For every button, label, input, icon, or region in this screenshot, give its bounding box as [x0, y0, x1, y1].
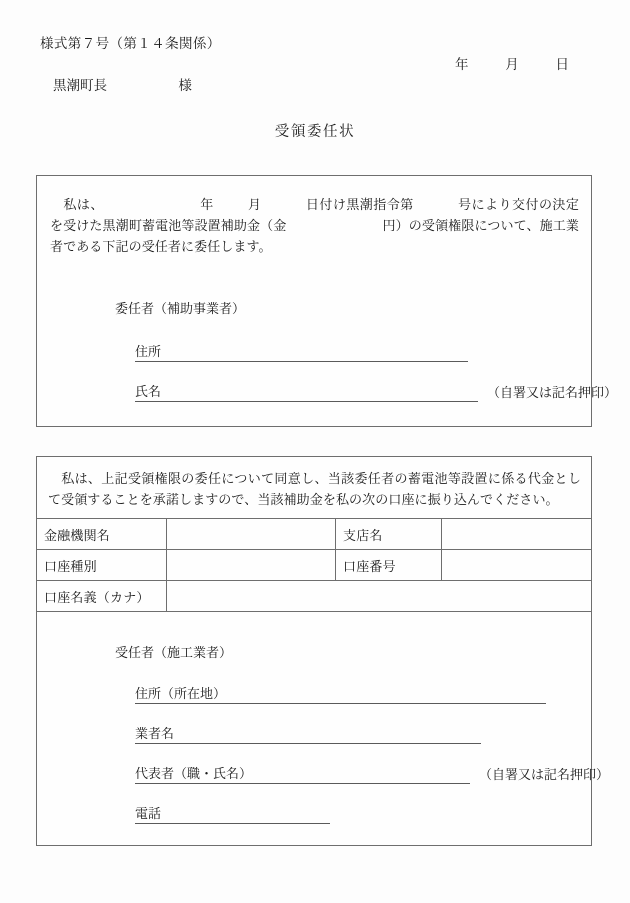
bank-account-table	[36, 518, 592, 612]
account-type-label: 口座種別	[37, 550, 167, 581]
date-month: 月	[505, 57, 519, 72]
trustee-representative-label: 代表者（職・氏名）	[135, 763, 252, 784]
trustee-company-field[interactable]	[135, 723, 481, 744]
bank-institution-value[interactable]	[167, 519, 336, 550]
delegation-signature-heading: 委任者（補助事業者）	[115, 301, 246, 316]
page-title: 受領委任状	[274, 124, 356, 140]
bank-institution-label: 金融機関名	[37, 519, 167, 550]
delegation-body-text	[50, 194, 579, 257]
account-type-value[interactable]	[167, 550, 336, 581]
delegation-text-e: 号により交付の決定を受けた黒潮町蓄電池等設置補助金（金	[50, 197, 579, 234]
trustee-phone-rule[interactable]	[161, 809, 330, 824]
table-row	[37, 550, 592, 581]
delegator-name-rule[interactable]	[161, 387, 478, 402]
table-row	[37, 519, 592, 550]
account-holder-value[interactable]	[167, 581, 592, 612]
addressee-recipient: 黒潮町長	[53, 78, 107, 93]
account-holder-label: 口座名義（カナ）	[37, 581, 167, 612]
date-year: 年	[455, 57, 469, 72]
delegation-text-c: 月	[247, 197, 262, 212]
trustee-text-a: 私は、上記受領権限の委任について同意し、当該委任者の蓄電池等設置に係る代金として受領することを承諾しますので、当該補助金を私の次の口座に振り込んでください。	[48, 471, 581, 508]
delegator-address-label: 住所	[135, 341, 161, 362]
delegator-address-rule[interactable]	[161, 347, 468, 362]
delegator-name-note: （自署又は記名押印）	[487, 385, 618, 400]
trustee-phone-field[interactable]	[135, 803, 330, 824]
delegator-address-field[interactable]	[135, 341, 468, 362]
trustee-company-rule[interactable]	[174, 729, 481, 744]
form-number: 様式第７号（第１４条関係）	[40, 36, 221, 51]
account-number-value[interactable]	[442, 550, 592, 581]
date-line	[455, 53, 569, 73]
addressee-honorific: 様	[178, 78, 192, 93]
trustee-box	[36, 456, 610, 846]
delegation-box	[36, 175, 618, 427]
bank-branch-value[interactable]	[442, 519, 592, 550]
trustee-signature-heading: 受任者（施工業者）	[115, 645, 233, 660]
delegation-text-f: 円）の受領権限について、施工業者である下記の受任者に委任します。	[50, 218, 579, 255]
delegator-name-field[interactable]	[135, 381, 617, 402]
delegation-text-b: 年	[199, 197, 214, 212]
trustee-company-label: 業者名	[135, 723, 174, 744]
trustee-body-text	[48, 468, 581, 510]
delegation-text-d: 日付け黒潮指令第	[305, 197, 414, 212]
trustee-phone-label: 電話	[135, 803, 161, 824]
trustee-address-rule[interactable]	[226, 689, 546, 704]
trustee-representative-rule[interactable]	[252, 769, 470, 784]
table-row	[37, 581, 592, 612]
bank-branch-label: 支店名	[336, 519, 442, 550]
trustee-address-label: 住所（所在地）	[135, 683, 226, 704]
trustee-representative-note: （自署又は記名押印）	[479, 767, 610, 782]
delegator-name-label: 氏名	[135, 381, 161, 402]
date-day: 日	[555, 57, 569, 72]
trustee-representative-field[interactable]	[135, 763, 609, 784]
account-number-label: 口座番号	[336, 550, 442, 581]
addressee	[53, 74, 192, 94]
trustee-address-field[interactable]	[135, 683, 546, 704]
delegation-text-a: 私は、	[63, 197, 104, 212]
